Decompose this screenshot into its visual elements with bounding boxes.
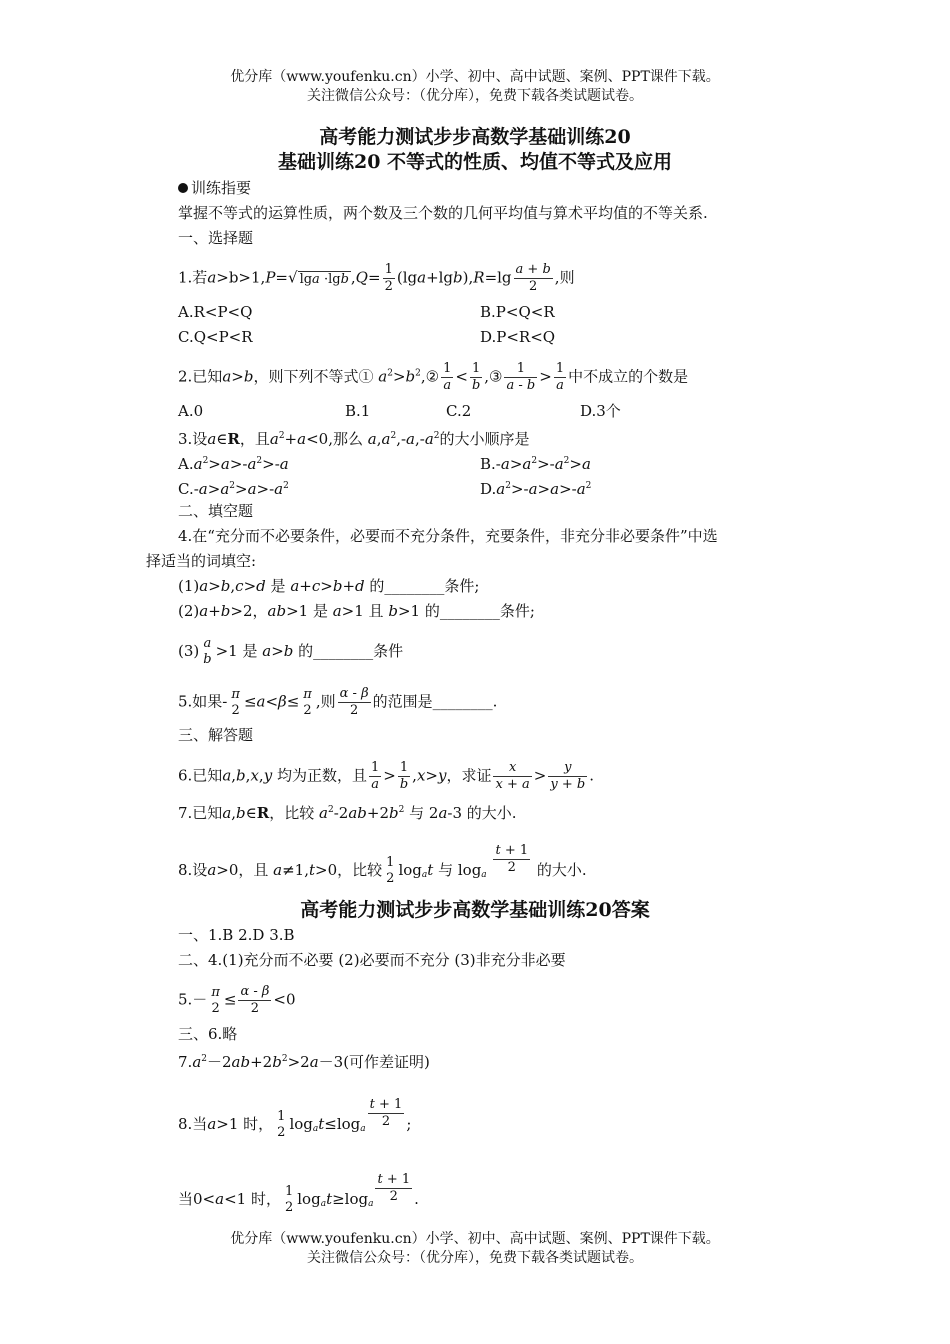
q4-part-3: (3) a b >1 是 a>b 的________条件	[178, 636, 404, 667]
q1-option-b: B.P<Q<R	[480, 303, 555, 321]
answer-8b-prefix: 当0<	[178, 1190, 216, 1208]
q1-option-c: C.Q<P<R	[178, 328, 253, 346]
q7-suffix: 的大小.	[466, 804, 517, 822]
q3-option-b: $B.-a>a^2>-a^2>a$	[480, 455, 591, 473]
question-5: 5.如果- π 2 ≤a<β≤ π 2 ,则 $\frac{\alpha - \beta}{2}$ 的范围是________.	[178, 686, 498, 718]
question-7: 7.已知a,b∈R，比较 $a^2-2ab+2b^2$ 与 2a-3 的大小.	[178, 804, 517, 822]
q6-mid1: 均为正数，且	[276, 766, 367, 785]
q3-option-d: $D.a^2>-a>a>-a^2$	[480, 480, 592, 498]
guide-label-text: 训练指要	[191, 179, 252, 197]
answer-5-prefix: 5.－	[178, 990, 208, 1009]
question-3: 3.设a∈R，且$a^2+a<0$,那么 $a,a^2,-a,-a^2$的大小顺序是	[178, 430, 530, 448]
question-8: 8.设a>0，且 a≠1,t>0，比较 1 2 $\log_at$ 与 $\log_a$ $\frac{t + 1}{2}$ 的大小.	[178, 843, 587, 886]
q3-text-c: 那么	[332, 430, 363, 448]
q2-mid: ，则下列不等式①	[253, 367, 374, 386]
q8-with: 与	[438, 861, 454, 879]
q4-p1-suffix: 的________条件;	[369, 577, 480, 595]
bullet-icon	[178, 183, 188, 193]
q4-p3-suffix: 的________条件	[298, 642, 404, 660]
footer-line-1: 优分库（www.youfenku.cn）小学、初中、高中试题、案例、PPT课件下载。	[230, 1231, 720, 1247]
answer-8b: 当0<a<1 时， 1 2 $\log_at\ge\log_a$ $\frac{t + 1}{2}$ .	[178, 1172, 419, 1215]
header-line-2: 关注微信公众号：（优分库），免费下载各类试题试卷。	[307, 88, 643, 104]
answer-1: 一、1.B 2.D 3.B	[178, 926, 295, 944]
q8-prefix: 8.设	[178, 861, 208, 879]
answer-7-note: (可作差证明)	[343, 1053, 430, 1071]
q4-line-1: 4.在“充分而不必要条件，必要而不充分条件，充要条件，非充分非必要条件”中选	[178, 527, 718, 545]
q1-option-a: A.R<P<Q	[178, 303, 253, 321]
question-6: 6.已知a,b,x,y 均为正数，且 $\frac{1}{a}$ > $\frac{1}{b}$ ,x>y，求证 $\frac{x}{x + a}$ > $\frac{y}{y + b}$ .	[178, 760, 594, 792]
page-title: 高考能力测试步步高数学基础训练20	[319, 126, 631, 148]
q4-p2-suffix: 的________条件;	[424, 602, 535, 620]
q4-part-1: (1)a>b,c>d 是 a+c>b+d 的________条件;	[178, 577, 480, 595]
q2-option-d: D.3个	[580, 402, 621, 420]
answer-8: 8.当a>1 时， 1 2 $\log_at\le\log_a$ $\frac{t + 1}{2}$ ;	[178, 1097, 412, 1140]
answer-6: 三、6.略	[178, 1025, 238, 1043]
header-line-1: 优分库（www.youfenku.cn）小学、初中、高中试题、案例、PPT课件下载。	[230, 69, 720, 85]
q2-option-c: C.2	[446, 402, 472, 420]
q2-option-b: B.1	[345, 402, 371, 420]
q3-text-a: 3.设	[178, 430, 208, 448]
q3-option-c: $C.-a>a^2>a>-a^2$	[178, 480, 289, 498]
footer-line-2: 关注微信公众号：（优分库），免费下载各类试题试卷。	[307, 1250, 643, 1266]
q2-option-a: A.0	[178, 402, 204, 420]
answers-title: 高考能力测试步步高数学基础训练20答案	[300, 899, 650, 921]
page-subtitle: 基础训练20 不等式的性质、均值不等式及应用	[277, 151, 673, 173]
q1-option-d: D.P<R<Q	[480, 328, 556, 346]
q6-mid2: ，求证	[446, 766, 492, 785]
q4-part-2: (2)a+b>2，ab>1 是 a>1 且 b>1 的________条件;	[178, 602, 535, 620]
section-fill: 二、填空题	[178, 502, 254, 520]
question-2: 2.已知a>b，则下列不等式① $a^2>b^2,②$ $\frac{1}{a}$ < $\frac{1}{b}$ ,③ $\frac{1}{a - b}$ > $\frac{1}{a}$ 中不成立的个数是	[178, 361, 689, 393]
answer-8-prefix: 8.当	[178, 1115, 208, 1133]
answer-7: $7.a^2-2ab+2b^2>2a-3$(可作差证明)	[178, 1053, 430, 1071]
q1-prefix: 1.若	[178, 268, 208, 287]
guide-text: 掌握不等式的运算性质，两个数及三个数的几何平均值与算术平均值的不等关系.	[178, 204, 708, 222]
q2-prefix: 2.已知	[178, 367, 223, 386]
section-answer: 三、解答题	[178, 726, 254, 744]
q3-option-a: $A.a^2>a>-a^2>-a$	[178, 455, 289, 473]
q4-line-2: 择适当的词填空:	[146, 552, 257, 570]
q8-mid: 比较	[352, 861, 383, 879]
q3-text-d: 的大小顺序是	[439, 430, 530, 448]
q6-prefix: 6.已知	[178, 766, 223, 785]
answer-2: 二、4.(1)充分而不必要 (2)必要而不充分 (3)非充分非必要	[178, 951, 566, 969]
guide-label	[178, 179, 251, 197]
question-1: 1.若a>b>1,P=√ lga ·lgb ,Q= $\frac{1}{2}$ (lga+lgb),R=lg $\frac{a + b}{2}$ ,则	[178, 262, 575, 294]
q2-suffix: 中不成立的个数是	[568, 367, 689, 386]
q3-text-b: ，且	[239, 430, 270, 448]
q7-prefix: 7.已知	[178, 804, 223, 822]
answer-5: 5.－ π 2 ≤ $\frac{\alpha - \beta}{2}$ <0	[178, 984, 296, 1016]
section-choice: 一、选择题	[178, 229, 254, 247]
q5-prefix: 5.如果-	[178, 692, 228, 711]
